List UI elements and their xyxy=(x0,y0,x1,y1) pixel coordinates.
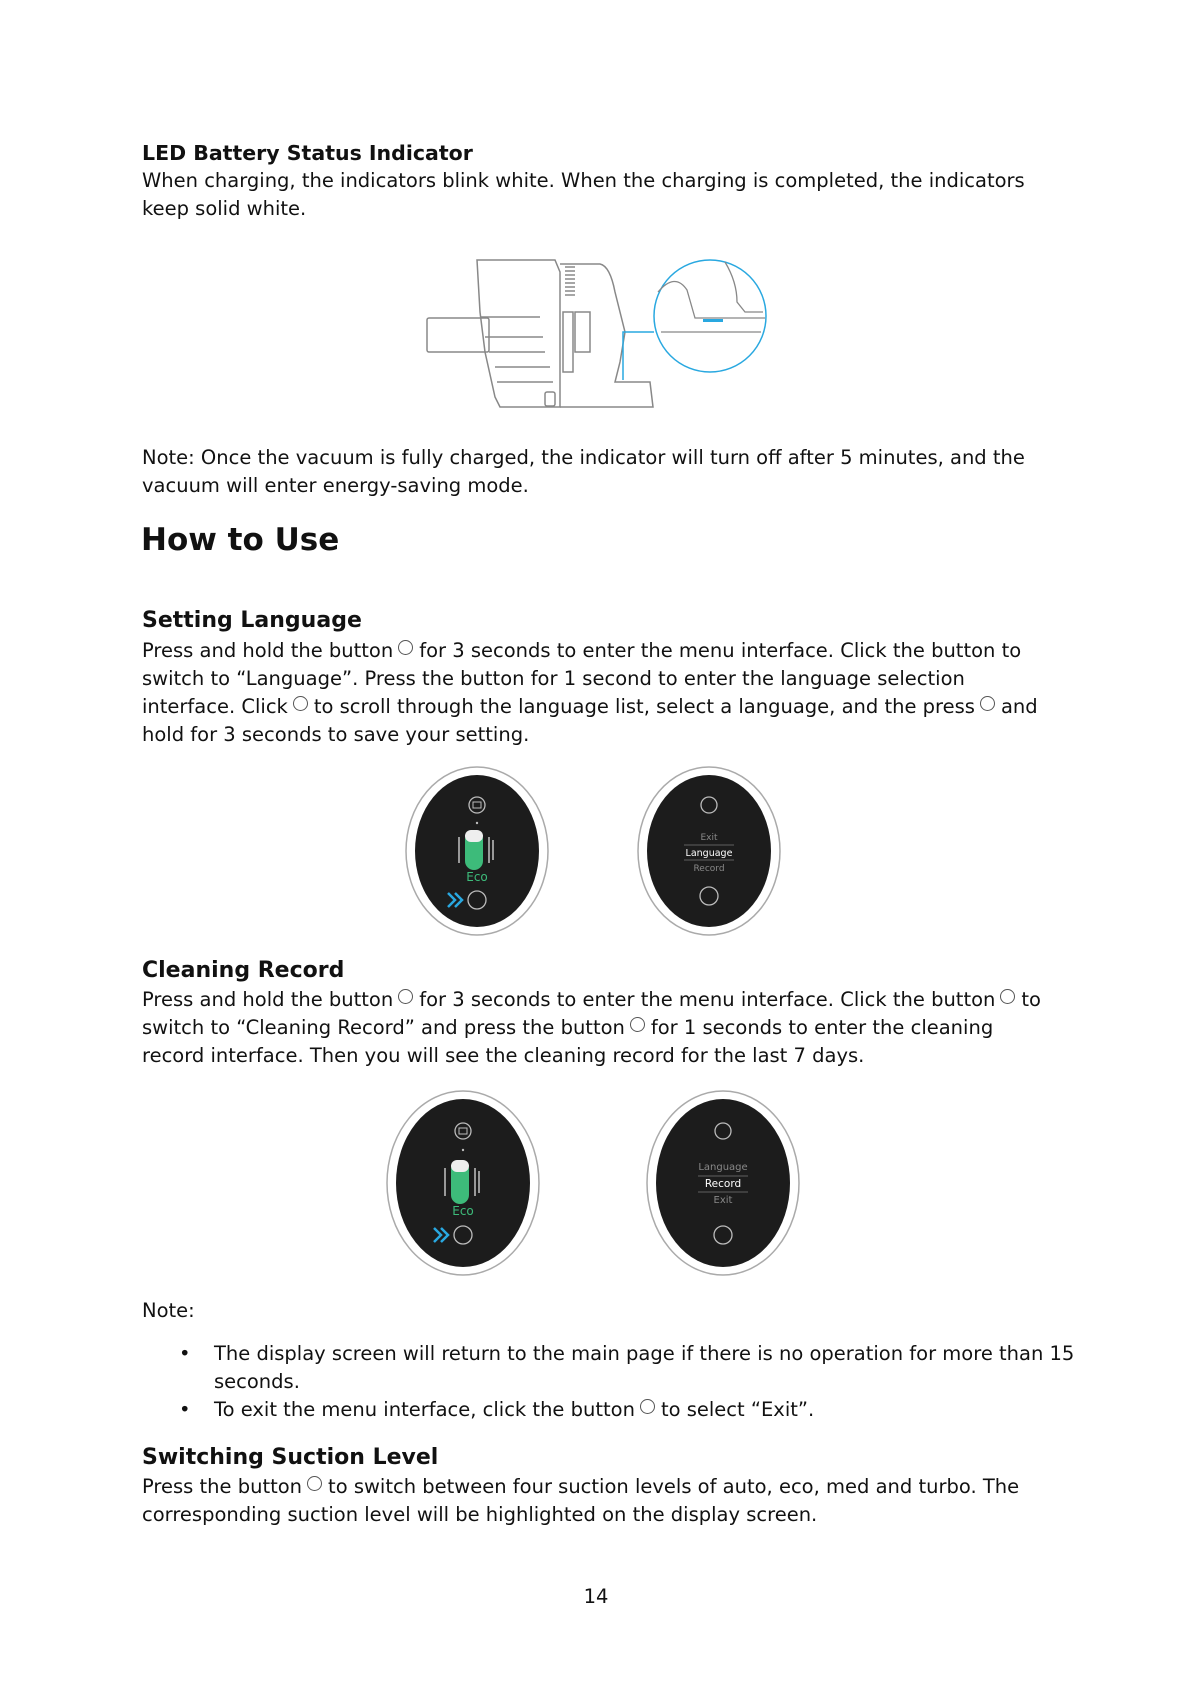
mode-label: Eco xyxy=(466,870,488,884)
vacuum-battery-illustration xyxy=(425,252,775,422)
menu-item-above: Language xyxy=(698,1162,748,1173)
power-button-icon xyxy=(398,640,413,655)
nozzle-outline xyxy=(427,318,489,352)
bullet: • xyxy=(179,1398,191,1421)
menu-item-selected: Record xyxy=(704,1178,742,1190)
list-item xyxy=(179,1340,1114,1396)
menu-item-below: Exit xyxy=(713,1195,733,1206)
led-note: Note: Once the vacuum is fully charged, the indicator will turn off after 5 minutes, and the vacuum will enter energy-saving mode. xyxy=(142,446,1025,497)
power-button-icon xyxy=(1000,989,1015,1004)
note-item-text: The display screen will return to the main page if there is no operation for more than 15 seconds. xyxy=(214,1342,1075,1393)
handle-outline xyxy=(560,264,653,407)
cleaning-record-heading: Cleaning Record xyxy=(142,958,345,983)
setting-language-heading: Setting Language xyxy=(142,608,362,633)
page-number: 14 xyxy=(583,1585,609,1608)
suction-body: Press the button to switch between four suction levels of auto, eco, med and turbo. The corresponding suction level will be highlighted on the display screen. xyxy=(142,1475,1020,1526)
power-button-icon xyxy=(293,696,308,711)
led-indicator xyxy=(703,319,723,322)
display-screen-eco-2 xyxy=(383,1088,543,1278)
power-button-icon xyxy=(980,696,995,711)
led-heading: LED Battery Status Indicator xyxy=(142,141,473,165)
led-body: When charging, the indicators blink white. When the charging is completed, the indicators keep solid white. xyxy=(142,169,1025,220)
section-title: How to Use xyxy=(141,522,340,558)
notes-list xyxy=(142,1340,1114,1424)
menu-item-above: Exit xyxy=(700,833,718,843)
power-button-icon xyxy=(630,1017,645,1032)
display-screen-menu-record xyxy=(643,1088,803,1278)
display-screen-eco xyxy=(402,765,552,937)
menu-item-below: Record xyxy=(693,864,725,874)
mode-label: Eco xyxy=(452,1204,474,1218)
power-button-icon xyxy=(398,989,413,1004)
display-screen-menu-language xyxy=(634,765,784,937)
power-button-icon xyxy=(640,1399,655,1414)
cleaning-record-body: Press and hold the button for 3 seconds to enter the menu interface. Click the button to switch to “Cleaning Record” and press the button for 1 seconds to enter the cleaning record interface. Then you will see the cleaning record for the last 7 days. xyxy=(142,988,1041,1067)
power-button-icon xyxy=(307,1476,322,1491)
callout-circle xyxy=(623,260,766,380)
suction-heading: Switching Suction Level xyxy=(142,1445,439,1470)
notes-label: Note: xyxy=(142,1299,195,1322)
bullet: • xyxy=(179,1342,191,1365)
menu-item-selected: Language xyxy=(685,848,733,859)
setting-language-body: Press and hold the button for 3 seconds to enter the menu interface. Click the button to switch to “Language”. Press the button for 1 second to enter the language selection interface. Click to scroll through the language list, select a language, and the press and hold for 3 seconds to save your setting. xyxy=(142,639,1038,746)
list-item: • To exit the menu interface, click the button to select “Exit”. xyxy=(214,1396,1114,1424)
